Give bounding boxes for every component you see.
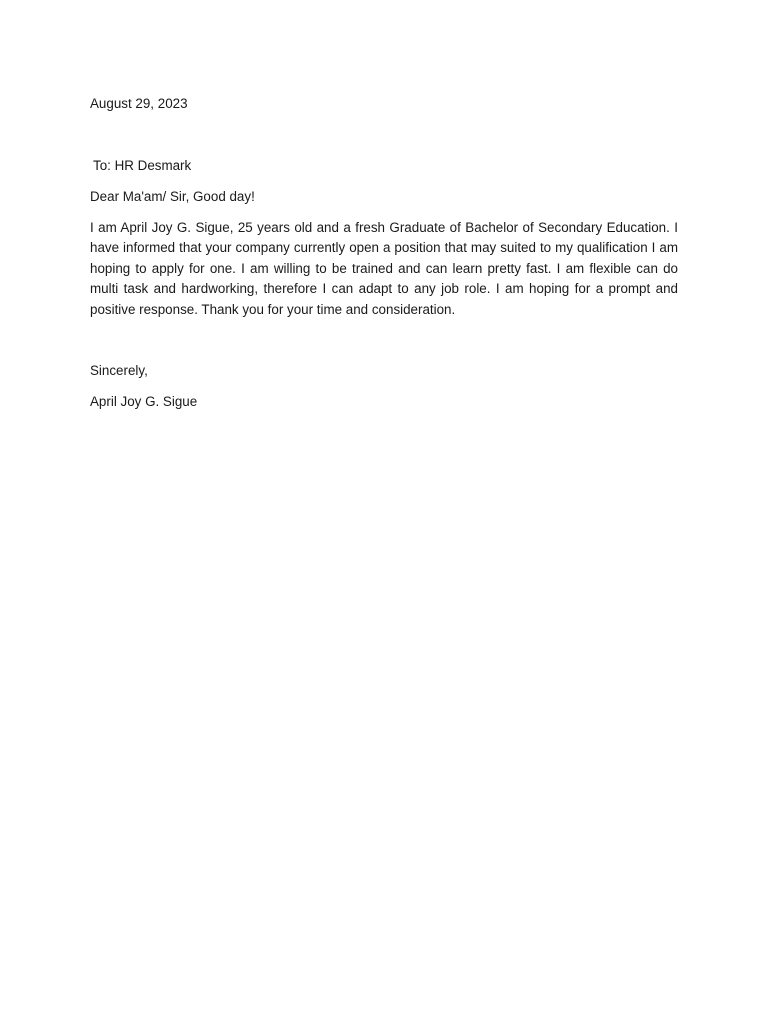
letter-body bbox=[90, 94, 678, 413]
letter-recipient: To: HR Desmark bbox=[93, 157, 192, 173]
letter-signature-name: April Joy G. Sigue bbox=[90, 394, 198, 409]
letter-closing: Sincerely, bbox=[90, 363, 148, 378]
letter-date: August 29, 2023 bbox=[90, 96, 188, 111]
letter-paragraph: I am April Joy G. Sigue, 25 years old and a fresh Graduate of Bachelor of Secondary Education. I have informed that your company currently open a position that may suited to my qualification I am hoping to apply for one. I am willing to be trained and can learn pretty fast. I am flexible can do multi task and hardworking, therefore I can adapt to any job role. I am hoping for a prompt and positive response. Thank you for your time and consideration. bbox=[90, 219, 678, 317]
letter-greeting: Dear Ma'am/ Sir, Good day! bbox=[90, 188, 255, 204]
